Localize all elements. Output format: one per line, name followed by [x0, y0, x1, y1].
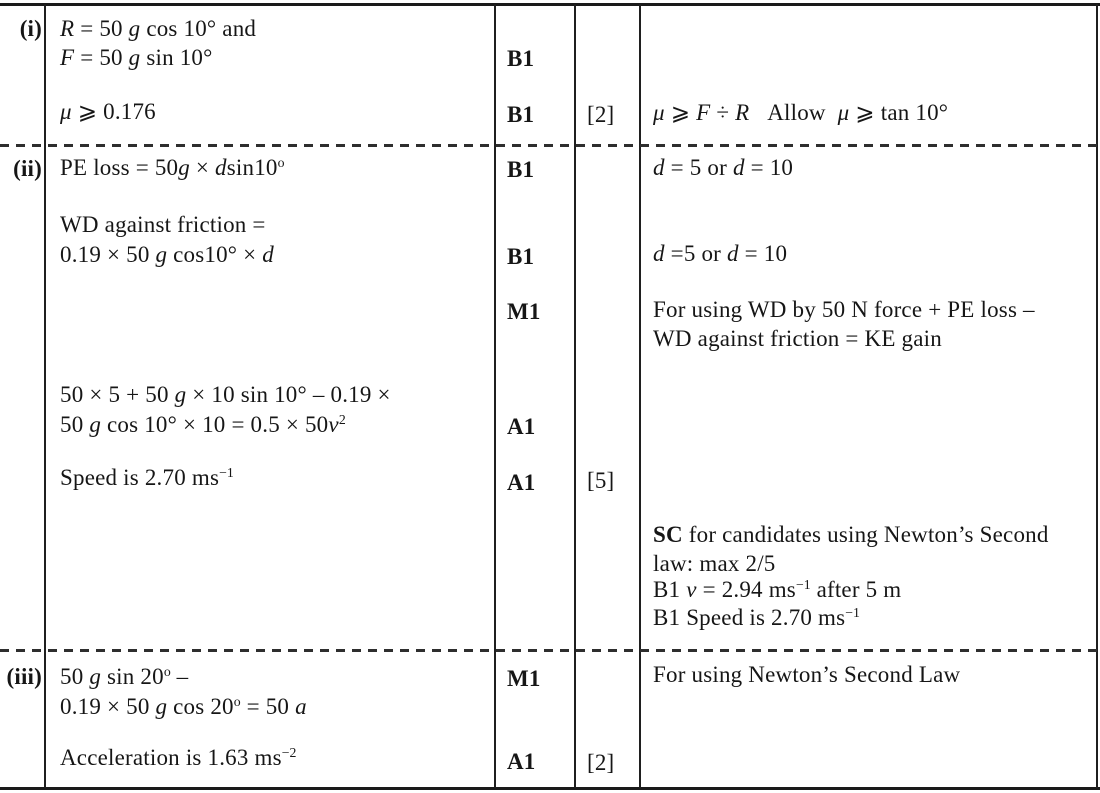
part-ii-working-wd-label: WD against friction = [60, 212, 266, 237]
table-bottom-border [0, 787, 1100, 790]
row-separator-i-ii [0, 144, 1100, 147]
part-ii-working-energy-eq-2: 50 g $\cos 10^\circ \times 10 = 0.5 \times 50v^2$ [60, 412, 346, 437]
part-i-comment-mu-allow: μ ⩾ F ÷ R Allow μ ⩾ tan 10° [653, 100, 949, 125]
row-separator-ii-iii [0, 649, 1100, 652]
part-ii-comment-wd-method-2: WD against friction = KE gain [653, 326, 942, 351]
part-ii-comment-sc-2: law: max 2/5 [653, 551, 776, 576]
part-i-total: [2] [587, 102, 615, 127]
part-ii-working-pe-loss: PE loss = $50g \times dsin10^o$ [60, 155, 285, 180]
part-iii-label: (iii) [6, 664, 42, 689]
part-i-working-friction: F = 50 g sin 10° [60, 45, 213, 70]
part-ii-mark-b1-pe: B1 [507, 157, 535, 182]
part-iii-working-accel: Acceleration is 1.63 $ms^{-2}$ [60, 745, 297, 770]
part-ii-comment-d-values-1: d = 5 or d = 10 [653, 155, 794, 180]
part-ii-working-speed: Speed is 2.70 $ms^{-1}$ [60, 465, 234, 490]
part-ii-mark-a1-speed: A1 [507, 470, 536, 495]
part-ii-mark-b1-wd: B1 [507, 244, 535, 269]
part-ii-working-energy-eq-1: 50 × 5 + 50 g × 10 sin 10° – 0.19 × [60, 382, 391, 407]
part-iii-comment-n2-method: For using Newton’s Second Law [653, 662, 961, 687]
part-ii-mark-a1-eq: A1 [507, 414, 536, 439]
table-right-border [1096, 4, 1098, 788]
part-i-working-mu: μ ⩾ 0.176 [60, 99, 156, 124]
part-i-label: (i) [19, 16, 42, 41]
part-i-mark-b1-resolve: B1 [507, 46, 535, 71]
part-iii-total: [2] [587, 750, 615, 775]
part-i-mark-b1-mu: B1 [507, 102, 535, 127]
part-ii-mark-m1-energy: M1 [507, 299, 541, 324]
part-ii-comment-sc-1: SC for candidates using Newton’s Second [653, 522, 1049, 547]
column-divider-total-comments [639, 4, 641, 788]
column-divider-marks-total [574, 4, 576, 788]
column-divider-part-working [44, 4, 46, 788]
part-ii-total: [5] [587, 468, 615, 493]
part-ii-working-wd-expr: 0.19 × 50 g cos10° × d [60, 242, 274, 267]
part-ii-comment-wd-method-1: For using WD by 50 N force + PE loss – [653, 297, 1035, 322]
column-divider-working-marks [494, 4, 496, 788]
part-ii-comment-sc-3: B1 v = 2.94 $ms^{-1}$ after 5 m [653, 577, 902, 602]
table-top-border [0, 3, 1100, 6]
part-ii-label: (ii) [13, 156, 42, 181]
part-ii-comment-sc-4: B1 Speed is 2.70 $ms^{-1}$ [653, 605, 860, 630]
part-iii-mark-a1-accel: A1 [507, 749, 536, 774]
part-iii-working-n2-1: 50 g sin 20$^o$ – [60, 664, 189, 689]
part-iii-mark-m1-n2: M1 [507, 666, 541, 691]
part-i-working-resultant: R = 50 g cos 10° and [60, 16, 257, 41]
part-iii-working-n2-2: 0.19 × 50 g $\cos 20^o = 50$ a [60, 694, 307, 719]
part-ii-comment-d-values-2: d =5 or d = 10 [653, 241, 788, 266]
